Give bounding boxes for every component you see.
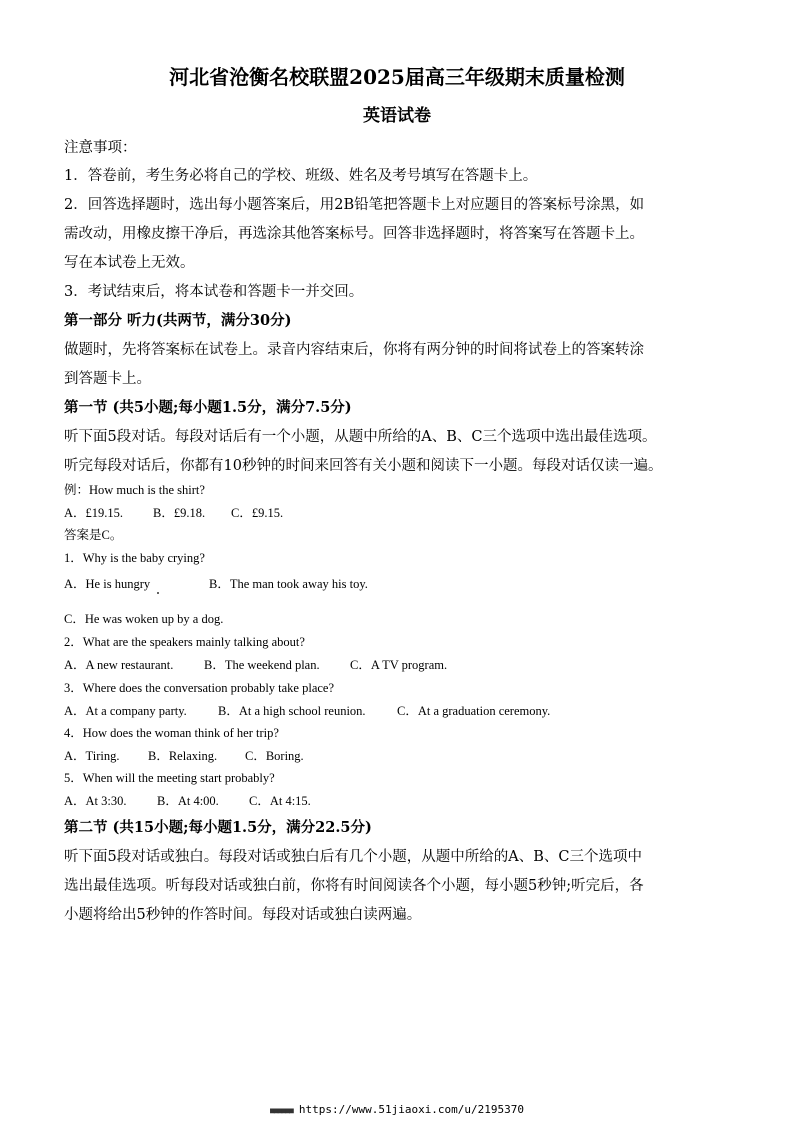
question-1-option-a: A．He is hungry — [64, 577, 151, 591]
question-4-option-a: A．Tiring. — [64, 749, 120, 763]
question-3-option-a: A．At a company party. — [64, 704, 187, 718]
notes-heading: 注意事项： — [64, 140, 137, 156]
question-3-option-c: C．At a graduation ceremony. — [397, 704, 551, 718]
question-2-option-c: C．A TV program. — [350, 658, 448, 672]
page-subtitle: 英语试卷 — [363, 106, 431, 126]
section2-intro-line-2: 选出最佳选项。听每段对话或独白前，你将有时间阅读各个小题，每小题5秒钟;听完后，各 — [64, 878, 644, 894]
note-item-2-line-3: 写在本试卷上无效。 — [64, 255, 195, 271]
stray-dot — [157, 592, 159, 594]
section2-intro-line-3: 小题将给出5秒钟的作答时间。每段对话或独白读两遍。 — [64, 907, 422, 923]
section2-intro-line-1: 听下面5段对话或独白。每段对话或独白后有几个小题，从题中所给的A、B、C三个选项中 — [64, 849, 642, 865]
part1-heading: 第一部分 听力(共两节，满分30分) — [64, 312, 292, 329]
question-3-option-b: B．At a high school reunion. — [218, 704, 366, 718]
section1-heading: 第一节 (共5小题;每小题1.5分，满分7.5分) — [64, 399, 352, 416]
example-option-b: B．£9.18. — [153, 506, 206, 520]
note-item-3: 3．考试结束后，将本试卷和答题卡一并交回。 — [64, 284, 364, 300]
section2-heading: 第二节 (共15小题;每小题1.5分，满分22.5分) — [64, 819, 372, 836]
question-2-option-a: A．A new restaurant. — [64, 658, 174, 672]
question-4-stem: 4．How does the woman think of her trip? — [64, 726, 279, 740]
note-item-2-line-2: 需改动，用橡皮擦干净后，再选涂其他答案标号。回答非选择题时，将答案写在答题卡上。 — [64, 226, 644, 242]
question-5-stem: 5．When will the meeting start probably? — [64, 771, 275, 785]
question-5-option-c: C．At 4:15. — [249, 794, 311, 808]
question-1-option-b: B．The man took away his toy. — [209, 577, 368, 591]
question-4-option-c: C．Boring. — [245, 749, 304, 763]
note-item-1: 1．答卷前，考生务必将自己的学校、班级、姓名及考号填写在答题卡上。 — [64, 168, 538, 184]
question-5-option-b: B．At 4:00. — [157, 794, 219, 808]
part1-intro-line-1: 做题时，先将答案标在试卷上。录音内容结束后，你将有两分钟的时间将试卷上的答案转涂 — [64, 342, 644, 358]
example-option-a: A．£19.15. — [64, 506, 124, 520]
question-1-option-c: C．He was woken up by a dog. — [64, 612, 224, 626]
question-1-stem: 1．Why is the baby crying? — [64, 551, 205, 565]
example-question: 例：How much is the shirt? — [64, 483, 205, 497]
question-3-stem: 3．Where does the conversation probably take place? — [64, 681, 335, 695]
question-2-stem: 2．What are the speakers mainly talking about? — [64, 635, 305, 649]
question-2-option-b: B．The weekend plan. — [204, 658, 320, 672]
part1-intro-line-2: 到答题卡上。 — [64, 371, 151, 387]
example-option-c: C．£9.15. — [231, 506, 284, 520]
section1-intro-line-2: 听完每段对话后，你都有10秒钟的时间来回答有关小题和阅读下一小题。每段对话仅读一遍。 — [64, 458, 663, 474]
section1-intro-line-1: 听下面5段对话。每段对话后有一个小题，从题中所给的A、B、C三个选项中选出最佳选项。 — [64, 429, 657, 445]
note-item-2-line-1: 2．回答选择题时，选出每小题答案后，用2B铅笔把答题卡上对应题目的答案标号涂黑，如 — [64, 197, 645, 213]
footer-url[interactable]: https://www.51jiaoxi.com/u/2195370 — [298, 1103, 525, 1116]
example-answer: 答案是C。 — [64, 528, 123, 542]
footer — [0, 1103, 794, 1118]
question-5-option-a: A．At 3:30. — [64, 794, 127, 808]
footer-marks: ■■■■■■ — [269, 1106, 293, 1115]
question-4-option-b: B．Relaxing. — [148, 749, 218, 763]
page-title: 河北省沧衡名校联盟2025届高三年级期末质量检测 — [169, 65, 625, 89]
